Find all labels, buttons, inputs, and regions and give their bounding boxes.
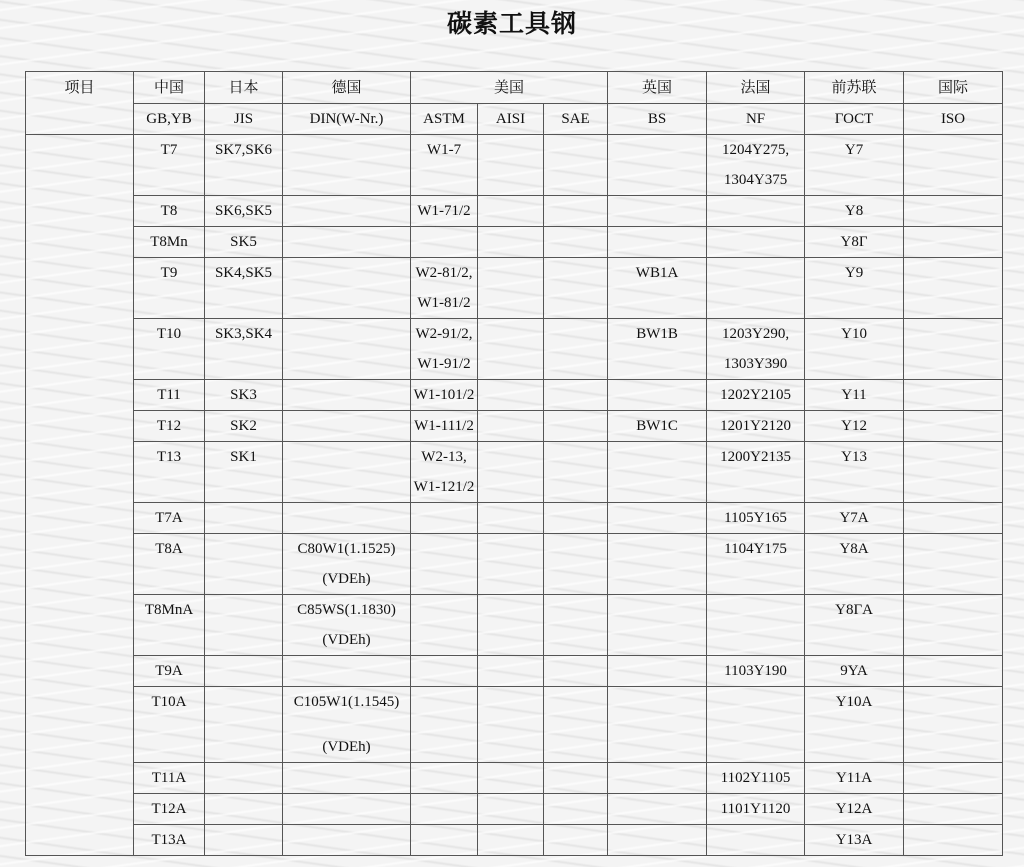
item-column (26, 135, 134, 856)
cell-text: SK3 (230, 387, 257, 403)
cell-aisi (478, 503, 544, 534)
cell-bs (608, 503, 707, 534)
cell-astm (411, 503, 478, 534)
cell-jis (205, 196, 283, 227)
cell-bs (608, 196, 707, 227)
cell-gost (805, 595, 904, 656)
cell-text-line: 1103Y190 (724, 663, 787, 679)
cell-nf (707, 411, 805, 442)
table-row (26, 794, 1003, 825)
cell-text: Y8A (839, 541, 869, 557)
cell-text-line: (VDEh) (322, 571, 371, 587)
cell-din (283, 794, 411, 825)
cell-gb (134, 656, 205, 687)
cell-text-line: W1-81/2 (417, 295, 471, 311)
cell-text: T11A (151, 770, 187, 786)
table-row (26, 380, 1003, 411)
table-row (26, 503, 1003, 534)
cell-din (283, 135, 411, 196)
table-row (26, 227, 1003, 258)
cell-nf (707, 442, 805, 503)
cell-gb (134, 319, 205, 380)
cell-text-line: W2-81/2, (415, 265, 473, 281)
cell-aisi (478, 227, 544, 258)
cell-text-line: 1203Y290, (721, 326, 790, 342)
cell-text: BW1C (636, 418, 678, 434)
cell-text: Y8Γ (840, 234, 868, 250)
cell-nf (707, 503, 805, 534)
cell-sae (544, 763, 608, 794)
cell-text (608, 380, 706, 410)
cell-iso (904, 319, 1003, 380)
cell-text-line: 1201Y2120 (720, 418, 791, 434)
cell-sae (544, 380, 608, 411)
cell-din (283, 656, 411, 687)
cell-text: Y7 (844, 142, 864, 158)
cell-text-line: W2-13, (421, 449, 467, 465)
cell-text: WB1A (635, 265, 679, 281)
cell-din (283, 534, 411, 595)
cell-jis (205, 534, 283, 595)
cell-text: SK3,SK4 (214, 326, 273, 342)
cell-astm (411, 763, 478, 794)
cell-nf (707, 135, 805, 196)
cell-astm (411, 258, 478, 319)
cell-iso (904, 503, 1003, 534)
cell-astm (411, 825, 478, 856)
table-row (26, 135, 1003, 196)
cell-din (283, 380, 411, 411)
cell-nf (707, 196, 805, 227)
cell-aisi (478, 825, 544, 856)
cell-text: Y10 (841, 326, 867, 342)
cell-gb (134, 503, 205, 534)
cell-text (205, 825, 282, 855)
cell-text (205, 763, 282, 793)
cell-text: Y7A (839, 510, 869, 526)
cell-din (283, 595, 411, 656)
cell-text-line: W1-121/2 (413, 479, 475, 495)
cell-gost (805, 227, 904, 258)
cell-jis (205, 595, 283, 656)
cell-aisi (478, 258, 544, 319)
cell-text-line: (VDEh) (322, 632, 371, 648)
cell-nf (707, 319, 805, 380)
cell-gost (805, 503, 904, 534)
cell-text: T10A (151, 694, 187, 710)
cell-aisi (478, 196, 544, 227)
cell-gost (805, 656, 904, 687)
cell-text: T13A (151, 832, 187, 848)
cell-text: SK6,SK5 (214, 203, 273, 219)
cell-text-line: 1204Y275, (721, 142, 790, 158)
cell-iso (904, 595, 1003, 656)
cell-jis (205, 411, 283, 442)
cell-gb (134, 534, 205, 595)
header-item: 项目 (26, 72, 134, 135)
cell-astm (411, 135, 478, 196)
cell-text: SK7,SK6 (214, 142, 273, 158)
cell-sae (544, 411, 608, 442)
header-japan: 日本 (205, 72, 283, 104)
cell-din (283, 258, 411, 319)
cell-jis (205, 656, 283, 687)
table-row (26, 595, 1003, 656)
cell-text (205, 687, 282, 717)
cell-aisi (478, 595, 544, 656)
cell-text: 9YA (840, 663, 868, 679)
cell-text-line: 1200Y2135 (720, 449, 791, 465)
cell-gost (805, 442, 904, 503)
cell-text: T10 (156, 326, 182, 342)
header-france-std: NF (707, 104, 805, 135)
table-row (26, 656, 1003, 687)
cell-gost (805, 319, 904, 380)
cell-text-line: (VDEh) (322, 739, 371, 755)
cell-nf (707, 763, 805, 794)
cell-text: Y13A (835, 832, 873, 848)
table-row (26, 258, 1003, 319)
cell-text (608, 503, 706, 533)
cell-astm (411, 595, 478, 656)
cell-bs (608, 442, 707, 503)
cell-astm (411, 442, 478, 503)
header-aisi: AISI (478, 104, 544, 135)
cell-text: T8MnA (144, 602, 194, 618)
cell-bs (608, 411, 707, 442)
cell-text: Y11A (835, 770, 873, 786)
cell-jis (205, 227, 283, 258)
cell-gost (805, 687, 904, 763)
cell-text (608, 534, 706, 564)
cell-text-line: C105W1(1.1545) (293, 694, 400, 710)
cell-bs (608, 380, 707, 411)
cell-iso (904, 763, 1003, 794)
cell-gost (805, 534, 904, 595)
cell-text: T7 (160, 142, 178, 158)
cell-iso (904, 258, 1003, 319)
cell-text (205, 503, 282, 533)
cell-nf (707, 687, 805, 763)
cell-bs (608, 825, 707, 856)
cell-astm (411, 411, 478, 442)
header-japan-std: JIS (205, 104, 283, 135)
cell-sae (544, 227, 608, 258)
cell-din (283, 319, 411, 380)
header-germany-std: DIN(W-Nr.) (283, 104, 411, 135)
cell-aisi (478, 319, 544, 380)
cell-text: Y12 (841, 418, 867, 434)
header-uk: 英国 (608, 72, 707, 104)
cell-text: Y11 (841, 387, 867, 403)
cell-astm (411, 534, 478, 595)
table-row (26, 763, 1003, 794)
cell-din (283, 825, 411, 856)
cell-text: Y13 (841, 449, 867, 465)
cell-astm (411, 656, 478, 687)
cell-gb (134, 794, 205, 825)
cell-text: T11 (157, 387, 181, 403)
cell-text (205, 534, 282, 564)
cell-astm (411, 687, 478, 763)
cell-din (283, 196, 411, 227)
cell-text (608, 135, 706, 165)
cell-din (283, 227, 411, 258)
cell-iso (904, 227, 1003, 258)
cell-nf (707, 258, 805, 319)
cell-text-line: 1105Y165 (724, 510, 787, 526)
cell-aisi (478, 442, 544, 503)
cell-jis (205, 442, 283, 503)
cell-text: Y8ΓA (835, 602, 873, 618)
cell-gb (134, 135, 205, 196)
cell-nf (707, 534, 805, 595)
cell-bs (608, 227, 707, 258)
cell-gost (805, 411, 904, 442)
cell-din (283, 442, 411, 503)
cell-text (608, 656, 706, 686)
cell-nf (707, 794, 805, 825)
cell-bs (608, 319, 707, 380)
cell-bs (608, 135, 707, 196)
cell-iso (904, 687, 1003, 763)
cell-astm (411, 196, 478, 227)
header-row-countries (26, 72, 1003, 104)
header-china: 中国 (134, 72, 205, 104)
cell-text-line: 1202Y2105 (720, 387, 791, 403)
cell-text-line: W1-101/2 (413, 387, 475, 403)
cell-iso (904, 656, 1003, 687)
cell-text-line: 1104Y175 (724, 541, 787, 557)
cell-bs (608, 656, 707, 687)
cell-din (283, 503, 411, 534)
cell-text-line: W2-91/2, (415, 326, 473, 342)
cell-sae (544, 442, 608, 503)
cell-text (205, 595, 282, 625)
cell-jis (205, 135, 283, 196)
cell-jis (205, 794, 283, 825)
table-row (26, 411, 1003, 442)
cell-aisi (478, 380, 544, 411)
cell-text: Y8 (844, 203, 864, 219)
cell-din (283, 687, 411, 763)
header-astm: ASTM (411, 104, 478, 135)
cell-sae (544, 258, 608, 319)
cell-text: T12 (156, 418, 182, 434)
table-row (26, 196, 1003, 227)
cell-nf (707, 595, 805, 656)
cell-bs (608, 258, 707, 319)
cell-gb (134, 763, 205, 794)
cell-iso (904, 825, 1003, 856)
cell-bs (608, 794, 707, 825)
cell-sae (544, 687, 608, 763)
cell-aisi (478, 135, 544, 196)
page-title: 碳素工具钢 (446, 9, 577, 38)
header-france: 法国 (707, 72, 805, 104)
cell-jis (205, 319, 283, 380)
cell-text: T7A (155, 510, 183, 526)
cell-din (283, 763, 411, 794)
cell-text: SK5 (230, 234, 257, 250)
cell-text: BW1B (636, 326, 678, 342)
cell-astm (411, 794, 478, 825)
cell-jis (205, 763, 283, 794)
cell-astm (411, 227, 478, 258)
cell-text: Y10A (835, 694, 873, 710)
cell-text (608, 442, 706, 472)
cell-text (608, 763, 706, 793)
cell-gb (134, 380, 205, 411)
header-uk-std: BS (608, 104, 707, 135)
header-sae: SAE (544, 104, 608, 135)
cell-text-line: 1102Y1105 (720, 770, 791, 786)
cell-text: SK1 (230, 449, 257, 465)
cell-text: Y9 (844, 265, 864, 281)
cell-aisi (478, 411, 544, 442)
cell-text-line: W1-91/2 (417, 356, 471, 372)
cell-iso (904, 196, 1003, 227)
cell-nf (707, 656, 805, 687)
cell-gb (134, 227, 205, 258)
cell-bs (608, 595, 707, 656)
cell-text (205, 656, 282, 686)
cell-text (608, 595, 706, 625)
cell-text: SK2 (230, 418, 257, 434)
cell-sae (544, 825, 608, 856)
cell-sae (544, 534, 608, 595)
cell-jis (205, 503, 283, 534)
cell-iso (904, 534, 1003, 595)
table-row (26, 442, 1003, 503)
cell-sae (544, 196, 608, 227)
cell-gb (134, 687, 205, 763)
cell-gost (805, 258, 904, 319)
cell-text-line: 1304Y375 (723, 172, 788, 188)
cell-gost (805, 825, 904, 856)
cell-nf (707, 825, 805, 856)
cell-text (608, 825, 706, 855)
header-usa: 美国 (411, 72, 608, 104)
cell-din (283, 411, 411, 442)
header-intl-std: ISO (904, 104, 1003, 135)
table-row (26, 825, 1003, 856)
cell-bs (608, 763, 707, 794)
cell-text-line: C80W1(1.1525) (297, 541, 396, 557)
cell-gb (134, 196, 205, 227)
cell-aisi (478, 763, 544, 794)
cell-text (608, 794, 706, 824)
steel-grade-comparison-table (25, 71, 1003, 856)
cell-text-line: W1-111/2 (414, 418, 474, 434)
cell-sae (544, 656, 608, 687)
cell-text-line (283, 717, 410, 732)
cell-text: T9A (155, 663, 183, 679)
cell-text: Y12A (835, 801, 873, 817)
cell-text: T8Mn (150, 234, 188, 250)
cell-text (608, 687, 706, 717)
cell-gb (134, 258, 205, 319)
cell-gb (134, 411, 205, 442)
header-ussr: 前苏联 (805, 72, 904, 104)
cell-gost (805, 380, 904, 411)
header-row-standards (26, 104, 1003, 135)
header-china-std: GB,YB (134, 104, 205, 135)
cell-bs (608, 687, 707, 763)
cell-aisi (478, 687, 544, 763)
cell-astm (411, 319, 478, 380)
cell-nf (707, 227, 805, 258)
cell-bs (608, 534, 707, 595)
cell-sae (544, 135, 608, 196)
cell-gb (134, 825, 205, 856)
table-row (26, 319, 1003, 380)
cell-gb (134, 595, 205, 656)
cell-sae (544, 503, 608, 534)
cell-aisi (478, 794, 544, 825)
cell-gost (805, 196, 904, 227)
cell-iso (904, 442, 1003, 503)
cell-astm (411, 380, 478, 411)
cell-text: T9 (160, 265, 178, 281)
cell-jis (205, 825, 283, 856)
cell-text: T13 (156, 449, 182, 465)
cell-text: T8 (160, 203, 178, 219)
cell-nf (707, 380, 805, 411)
header-ussr-std: ГОСТ (805, 104, 904, 135)
cell-jis (205, 380, 283, 411)
header-intl: 国际 (904, 72, 1003, 104)
cell-text (608, 227, 706, 257)
cell-text-line: 1101Y1120 (720, 801, 791, 817)
cell-gost (805, 763, 904, 794)
header-germany: 德国 (283, 72, 411, 104)
cell-text: T8A (155, 541, 183, 557)
cell-iso (904, 380, 1003, 411)
cell-jis (205, 687, 283, 763)
cell-text-line: C85WS(1.1830) (297, 602, 396, 618)
cell-gb (134, 442, 205, 503)
cell-text-line: W1-71/2 (417, 203, 471, 219)
cell-gost (805, 135, 904, 196)
cell-text: T12A (151, 801, 187, 817)
cell-iso (904, 135, 1003, 196)
cell-text (608, 196, 706, 226)
cell-text-line: 1303Y390 (723, 356, 788, 372)
table-row (26, 687, 1003, 763)
cell-iso (904, 794, 1003, 825)
cell-sae (544, 794, 608, 825)
cell-text: SK4,SK5 (214, 265, 273, 281)
cell-iso (904, 411, 1003, 442)
cell-gost (805, 794, 904, 825)
table-row (26, 534, 1003, 595)
cell-sae (544, 319, 608, 380)
cell-aisi (478, 656, 544, 687)
cell-text (205, 794, 282, 824)
cell-aisi (478, 534, 544, 595)
cell-text-line: W1-7 (426, 142, 462, 158)
cell-jis (205, 258, 283, 319)
cell-sae (544, 595, 608, 656)
